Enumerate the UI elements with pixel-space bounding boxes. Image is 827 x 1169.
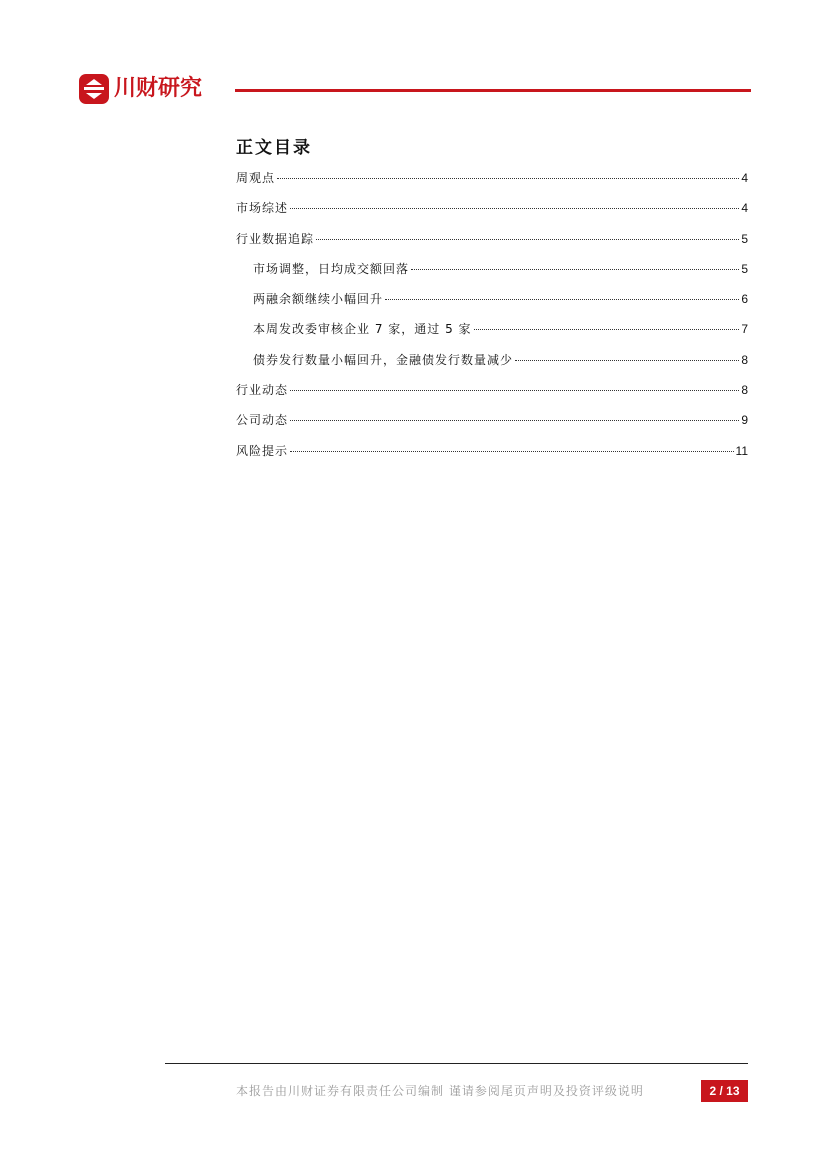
toc-leader-dots [316,238,739,240]
toc-leader-dots [411,268,739,270]
toc-entry-label: 两融余额继续小幅回升 [253,292,384,307]
toc-entry-label: 本周发改委审核企业 7 家，通过 5 家 [253,322,472,337]
toc-entry[interactable] [236,289,748,319]
toc-entry[interactable] [236,380,748,410]
toc-entry-label: 市场综述 [236,201,289,216]
toc-entry-label: 行业动态 [236,383,289,398]
toc-leader-dots [515,359,739,361]
toc-entry-page: 4 [741,171,748,185]
toc-entry-page: 7 [741,322,748,337]
toc-leader-dots [290,389,739,391]
toc-entry-page: 4 [741,201,748,216]
toc-title: 正文目录 [236,138,312,158]
toc-entry-label: 公司动态 [236,413,289,428]
toc-entry[interactable] [236,168,748,198]
toc-entry[interactable] [236,229,748,259]
toc-leader-dots [474,328,740,330]
toc-leader-dots [290,419,739,421]
toc-entry-label: 周观点 [236,171,276,185]
toc-entry[interactable] [236,441,748,471]
footer-divider [165,1063,748,1064]
toc-entry[interactable] [236,198,748,228]
toc-entry-label: 行业数据追踪 [236,231,315,246]
brand-logo [79,74,202,104]
toc-entry-label: 市场调整，日均成交额回落 [253,261,410,276]
toc-entry[interactable] [236,350,748,380]
toc-leader-dots [290,207,739,209]
toc-leader-dots [290,450,734,452]
table-of-contents [236,168,748,471]
toc-entry-page: 5 [741,231,748,246]
brand-name: 川财研究 [114,76,203,101]
toc-entry-page: 5 [741,261,748,276]
toc-entry-label: 风险提示 [236,443,289,458]
toc-entry[interactable] [236,259,748,289]
page-number-badge: 2 / 13 [701,1080,748,1102]
chuancai-logo-icon [79,74,109,104]
header-divider [235,89,751,92]
toc-entry[interactable] [236,319,748,349]
toc-leader-dots [385,298,739,300]
footer-disclaimer: 本报告由川财证券有限责任公司编制 谨请参阅尾页声明及投资评级说明 [236,1084,644,1098]
toc-entry-page: 8 [741,383,748,398]
toc-leader-dots [277,177,739,179]
toc-entry-label: 债券发行数量小幅回升，金融债发行数量减少 [253,352,514,367]
toc-entry-page: 9 [741,413,748,428]
toc-entry-page: 6 [741,292,748,307]
toc-entry-page: 8 [741,352,748,367]
toc-entry-page: 11 [735,443,748,458]
toc-entry[interactable] [236,410,748,440]
